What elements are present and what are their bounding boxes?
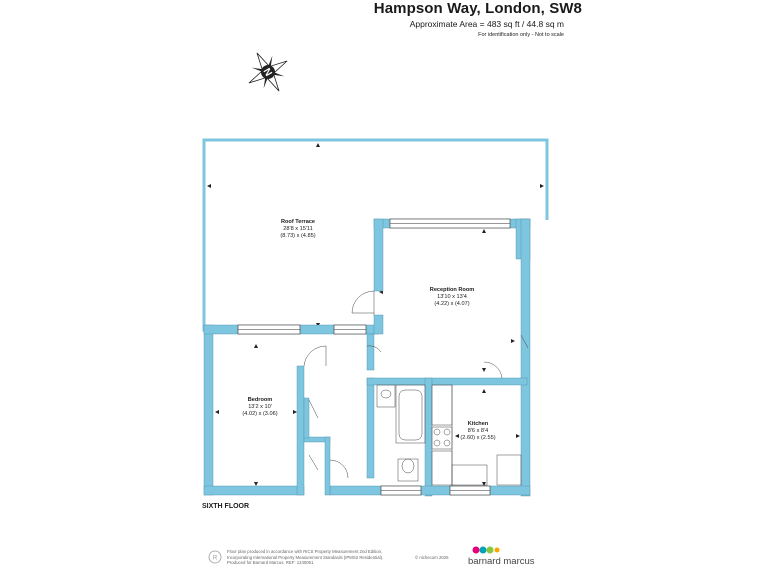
room-name: Kitchen [467, 421, 489, 427]
floor-label: SIXTH FLOOR [202, 503, 250, 510]
room-roof-terrace [280, 219, 315, 240]
disclaimer-line: Floor plan produced in accordance with RICS Property Measurement 2nd Edition, [227, 549, 383, 554]
disclaimer-line: Produced for Barnard Marcus. REF: 1240061 [227, 560, 314, 566]
room-dimensions-metric: (4.02) x (3.06) [242, 411, 278, 417]
room-dimensions-imperial: 8'6 x 8'4 [467, 428, 489, 434]
room-bedroom [242, 397, 277, 418]
compass-north-letter: N [260, 66, 274, 79]
svg-text:R: R [212, 555, 218, 562]
room-name: Bedroom [247, 397, 273, 403]
property-title: Hampson Way, London, SW8 [373, 0, 582, 17]
compass-rose-icon [238, 42, 298, 102]
brand-logo-dots-icon [472, 545, 500, 555]
room-dimensions-imperial: 13'10 x 13'4 [437, 294, 467, 300]
room-dimensions-imperial: 13'2 x 10' [248, 404, 272, 410]
copyright-notice: © nichecom 2025 [415, 555, 449, 560]
room-dimensions-metric: (8.73) x (4.85) [280, 233, 316, 239]
brand-name: barnard marcus [468, 556, 535, 567]
room-name: Roof Terrace [280, 219, 316, 225]
fixtures [377, 385, 521, 486]
walls [204, 219, 530, 496]
room-name: Reception Room [429, 287, 475, 293]
room-dimensions-imperial: 28'8 x 15'11 [283, 226, 313, 232]
identification-note: For identification only - Not to scale [478, 32, 564, 38]
room-dimensions-metric: (4.22) x (4.07) [434, 301, 470, 307]
approximate-area: Approximate Area = 483 sq ft / 44.8 sq m [409, 19, 564, 29]
room-kitchen [460, 421, 495, 442]
room-dimensions-metric: (2.60) x (2.55) [460, 435, 496, 441]
disclaimer-line: Incorporating International Property Measurement Standards (IPMS2 Residential). [227, 554, 384, 560]
room-reception [430, 287, 474, 308]
rics-logo-icon [208, 550, 222, 564]
